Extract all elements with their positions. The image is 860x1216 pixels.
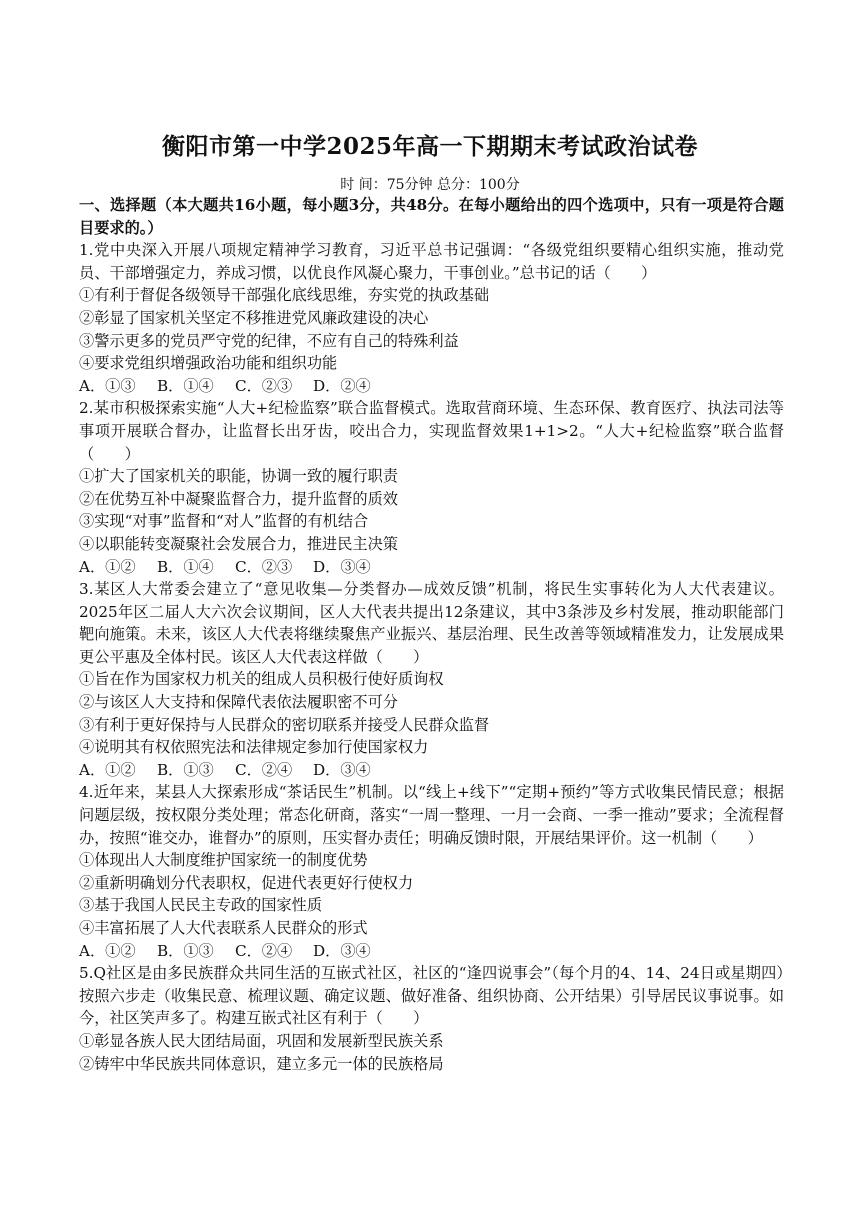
statement-item: ④要求党组织增强政治功能和组织功能	[79, 354, 338, 373]
statement-item: ②重新明确划分代表职权，促进代表更好行使权力	[79, 873, 414, 892]
statement-item: ④以职能转变凝聚社会发展合力，推进民主决策	[79, 534, 398, 553]
option-d: D．③④	[313, 941, 371, 960]
option-a: A．①③	[79, 376, 136, 395]
question-stem: 5.Q社区是由多民族群众共同生活的互嵌式社区，社区的“逢四说事会”（每个月的4、14、24日或星期四）按照六步走（收集民意、梳理议题、确定议题、做好准备、组织协商、公开结果）引导居民议事说事。如今，社区笑声多了。构建互嵌式社区有利于（ ）	[79, 964, 784, 1028]
statement-item: ②彰显了国家机关坚定不移推进党风廉政建设的决心	[79, 308, 429, 327]
question-2	[79, 397, 784, 578]
question-stem: 3.某区人大常委会建立了“意见收集—分类督办—成效反馈”机制，将民生实事转化为人大代表建议。2025年区二届人大六次会议期间，区人大代表共提出12条建议，其中3条涉及乡村发展，推动职能部门靶向施策。未来，该区人大代表将继续聚焦产业振兴、基层治理、民生改善等领域精准发力，让发展成果更公平惠及全体村民。该区人大代表这样做（ ）	[79, 580, 784, 666]
option-c: C．②③	[235, 557, 293, 576]
option-c: C．②④	[235, 941, 293, 960]
question-5	[79, 962, 784, 1075]
exam-content	[79, 194, 784, 1075]
option-b: B．①③	[157, 941, 214, 960]
option-a: A．①②	[79, 941, 136, 960]
statement-item: ③有利于更好保持与人民群众的密切联系并接受人民群众监督	[79, 715, 490, 734]
statement-item: ②铸牢中华民族共同体意识，建立多元一体的民族格局	[79, 1054, 444, 1073]
answer-options	[79, 556, 784, 579]
statement-item: ①彰显各族人民大团结局面，巩固和发展新型民族关系	[79, 1031, 444, 1050]
option-b: B．①④	[157, 557, 214, 576]
option-b: B．①③	[157, 760, 214, 779]
statement-item: ③警示更多的党员严守党的纪律，不应有自己的特殊利益	[79, 331, 459, 350]
option-d: D．③④	[313, 760, 371, 779]
statement-item: ①扩大了国家机关的职能，协调一致的履行职责	[79, 467, 398, 486]
statement-item: ③实现“对事”监督和“对人”监督的有机结合	[79, 512, 369, 531]
question-1	[79, 239, 784, 397]
question-stem: 4.近年来，某县人大探索形成“茶话民生”机制。以“线上+线下”“定期+预约”等方式收集民情民意；根据问题层级，按权限分类处理；常态化研商，落实“一周一整理、一月一会商、一季一推动”要求；全流程督办，按照“谁交办，谁督办”的原则，压实督办责任；明确反馈时限，开展结果评价。这一机制（ ）	[79, 783, 784, 847]
question-stem: 2.某市积极探索实施“人大+纪检监察”联合监督模式。选取营商环境、生态环保、教育医疗、执法司法等事项开展联合督办，让监督长出牙齿，咬出合力，实现监督效果1+1>2。“人大+纪检监察”联合监督（ ）	[79, 399, 784, 463]
answer-options	[79, 759, 784, 782]
exam-title: 衡阳市第一中学2025年高一下期期末考试政治试卷	[161, 133, 698, 160]
answer-options	[79, 375, 784, 398]
statement-item: ②在优势互补中凝聚监督合力，提升监督的质效	[79, 489, 398, 508]
statement-item: ④丰富拓展了人大代表联系人民群众的形式	[79, 919, 368, 937]
statement-item: ②与该区人大支持和保障代表依法履职密不可分	[79, 693, 398, 712]
question-stem: 1.党中央深入开展八项规定精神学习教育，习近平总书记强调：“各级党组织要精心组织实施，推动党员、干部增强定力，养成习惯，以优良作风凝心聚力，干事创业。”总书记的话（ ）	[79, 241, 784, 282]
option-d: D．③④	[313, 557, 371, 576]
option-a: A．①②	[79, 760, 136, 779]
option-c: C．②③	[235, 376, 293, 395]
option-c: C．②④	[235, 760, 293, 779]
answer-options	[79, 940, 784, 963]
option-d: D．②④	[313, 376, 371, 395]
statement-item: ③基于我国人民民主专政的国家性质	[79, 896, 322, 915]
exam-meta: 时 间：75分钟 总分：100分	[340, 177, 520, 193]
option-a: A．①②	[79, 557, 136, 576]
statement-item: ①体现出人大制度维护国家统一的制度优势	[79, 851, 368, 870]
statement-item: ①旨在作为国家权力机关的组成人员积极行使好质询权	[79, 670, 444, 689]
question-4	[79, 781, 784, 962]
statement-item: ④说明其有权依照宪法和法律规定参加行使国家权力	[79, 738, 429, 757]
section-heading: 一、选择题（本大题共16小题，每小题3分，共48分。在每小题给出的四个选项中，只有一项是符合题目要求的。）	[79, 196, 784, 237]
option-b: B．①④	[157, 376, 214, 395]
statement-item: ①有利于督促各级领导干部强化底线思维，夯实党的执政基础	[79, 286, 490, 305]
question-3	[79, 578, 784, 781]
